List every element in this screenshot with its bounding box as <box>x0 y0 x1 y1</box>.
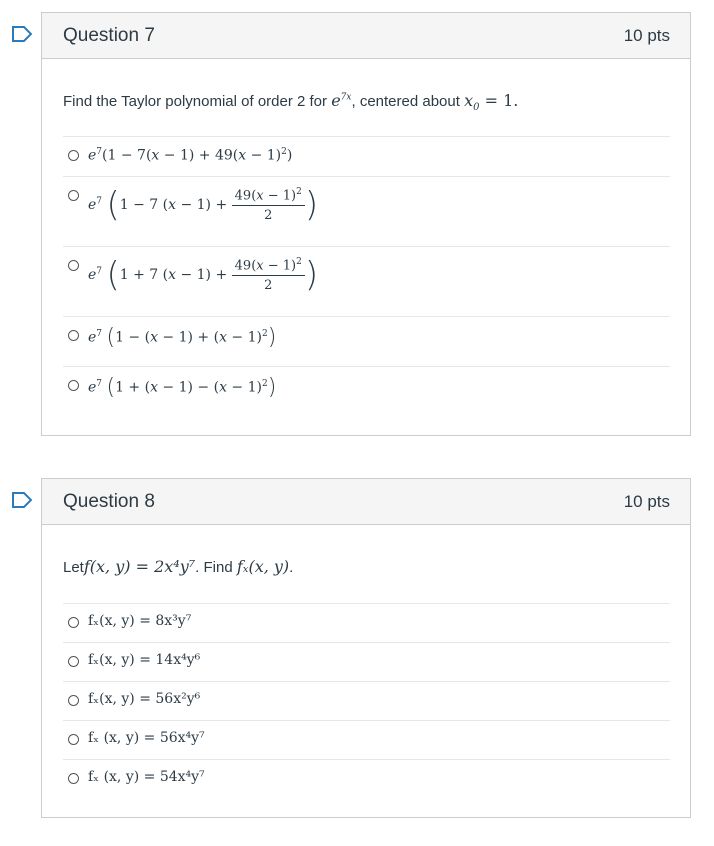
answer-option[interactable]: fₓ(x, y) = 8x³y⁷ <box>63 603 670 642</box>
radio-button[interactable] <box>68 617 79 628</box>
question-7-points: 10 pts <box>623 26 670 45</box>
answer-option[interactable]: fₓ(x, y) = 56x²y⁶ <box>63 681 670 720</box>
radio-button[interactable] <box>68 150 79 161</box>
question-7-answers <box>63 136 670 416</box>
radio-button[interactable] <box>68 656 79 667</box>
answer-option[interactable]: fₓ(x, y) = 14x⁴y⁶ <box>63 642 670 681</box>
question-8-points: 10 pts <box>623 492 670 511</box>
answer-option[interactable]: $e^7(1 - 7(x - 1) + 49(x - 1)^2)$ <box>63 136 670 176</box>
answer-option[interactable]: $e^7$ $(1 + (x - 1) - (x - 1)^2)$ <box>63 366 670 416</box>
radio-button[interactable] <box>68 260 79 271</box>
radio-button[interactable] <box>68 330 79 341</box>
question-8-prompt: Letf(x, y) = 2x⁴y⁷. Find fₓ(x, y). <box>63 557 294 576</box>
question-8-header <box>42 479 690 525</box>
flag-question-icon[interactable] <box>12 492 32 508</box>
radio-button[interactable] <box>68 773 79 784</box>
radio-button[interactable] <box>68 380 79 391</box>
flag-question-icon[interactable] <box>12 26 32 42</box>
question-7-card <box>41 12 691 436</box>
answer-option[interactable]: $e^7$ $(1 - (x - 1) + (x - 1)^2)$ <box>63 316 670 366</box>
question-8-title: Question 8 <box>63 491 155 512</box>
question-8-card <box>41 478 691 818</box>
radio-button[interactable] <box>68 695 79 706</box>
answer-option[interactable]: $e^7$ (1 − 7 (x − 1) + $\frac{49(x - 1)^2}{2}$ ) <box>63 176 670 246</box>
question-7-title: Question 7 <box>63 25 155 46</box>
answer-option[interactable]: fₓ (x, y) = 54x⁴y⁷ <box>63 759 670 798</box>
answer-option[interactable]: $e^7$ (1 + 7 (x − 1) + $\frac{49(x - 1)^2}{2}$ ) <box>63 246 670 316</box>
question-7-header <box>42 13 690 59</box>
answer-option[interactable]: fₓ (x, y) = 56x⁴y⁷ <box>63 720 670 759</box>
radio-button[interactable] <box>68 190 79 201</box>
radio-button[interactable] <box>68 734 79 745</box>
question-7-prompt: Find the Taylor polynomial of order 2 for $e^{7x}$, centered about $x_0 = 1$. <box>63 91 519 114</box>
question-8-answers <box>63 603 670 798</box>
